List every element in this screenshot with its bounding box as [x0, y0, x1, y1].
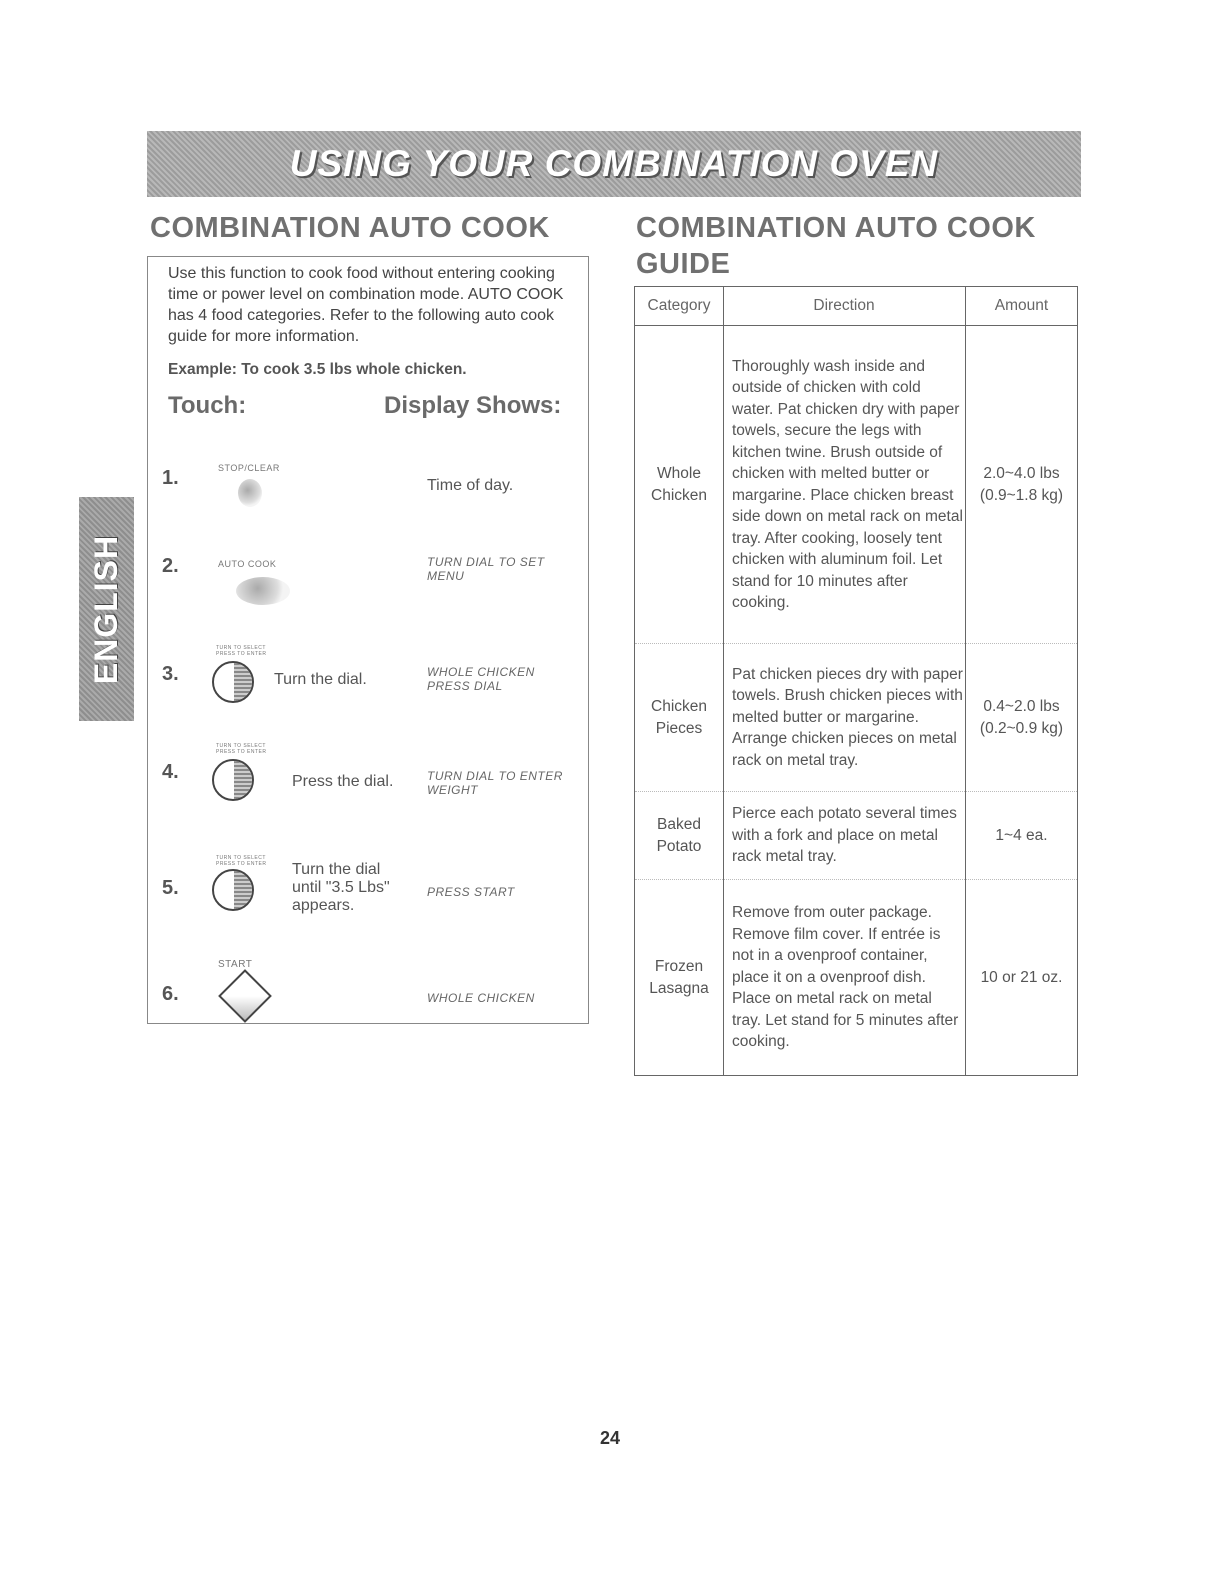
table-row	[635, 644, 1078, 792]
step-4	[162, 743, 582, 813]
amount-cell: 0.4~2.0 lbs (0.2~0.9 kg)	[966, 644, 1078, 792]
page-number: 24	[600, 1428, 621, 1448]
category-cell: Baked Potato	[635, 792, 724, 880]
dial-icon	[212, 759, 254, 801]
banner-title: USING YOUR COMBINATION OVEN	[289, 143, 939, 184]
column-header-category: Category	[635, 287, 724, 326]
table-row	[635, 880, 1078, 1076]
step-number: 5.	[162, 877, 179, 899]
section-heading-auto-cook: COMBINATION AUTO COOK	[150, 212, 550, 244]
step-number: 6.	[162, 983, 179, 1005]
step-number: 2.	[162, 555, 179, 577]
display-lcd-text: TURN DIAL TO ENTER WEIGHT	[427, 769, 563, 797]
language-tab	[79, 497, 134, 721]
step-3	[162, 645, 582, 715]
page-banner	[147, 131, 1081, 197]
table-header-row	[635, 287, 1078, 326]
example-text: Example: To cook 3.5 lbs whole chicken.	[168, 361, 467, 378]
dial-icon	[212, 869, 254, 911]
amount-cell: 2.0~4.0 lbs (0.9~1.8 kg)	[966, 326, 1078, 644]
auto-cook-key-icon	[236, 577, 290, 605]
start-key-icon	[218, 969, 272, 1023]
stop-clear-key-label: STOP/CLEAR	[218, 463, 280, 473]
instructions-box	[147, 256, 589, 1024]
auto-cook-guide-table	[634, 286, 1078, 1076]
display-lcd-text: PRESS START	[427, 885, 515, 899]
step-5	[162, 855, 582, 935]
category-cell: Whole Chicken	[635, 326, 724, 644]
step-number: 1.	[162, 467, 179, 489]
dial-icon	[212, 661, 254, 703]
step-6	[162, 955, 582, 1021]
display-text: Time of day.	[427, 477, 514, 494]
table-row	[635, 792, 1078, 880]
start-key-label: START	[218, 959, 253, 970]
dial-key-label: TURN TO SELECT PRESS TO ENTER	[216, 645, 267, 657]
display-lcd-text: WHOLE CHICKEN	[427, 991, 535, 1005]
table-row	[635, 326, 1078, 644]
step-number: 4.	[162, 761, 179, 783]
section-heading-guide: COMBINATION AUTO COOK GUIDE	[636, 212, 1036, 280]
dial-key-label: TURN TO SELECT PRESS TO ENTER	[216, 855, 267, 867]
step-number: 3.	[162, 663, 179, 685]
stop-clear-key-icon	[238, 479, 262, 507]
direction-cell: Pat chicken pieces dry with paper towels. Brush chicken pieces with melted butter or margarine. Arrange chicken pieces on metal rack on metal tray.	[724, 644, 966, 792]
display-heading: Display Shows:	[384, 392, 562, 419]
action-text: Turn the dial until "3.5 Lbs" appears.	[292, 861, 390, 914]
column-header-direction: Direction	[724, 287, 966, 326]
direction-cell: Remove from outer package. Remove film cover. If entrée is not in a ovenproof container, place it on a ovenproof dish. Place on metal rack on metal tray. Let stand for 5 minutes after cooking.	[724, 880, 966, 1076]
category-cell: Frozen Lasagna	[635, 880, 724, 1076]
step-1	[162, 459, 582, 519]
amount-cell: 1~4 ea.	[966, 792, 1078, 880]
display-lcd-text: TURN DIAL TO SET MENU	[427, 555, 545, 583]
auto-cook-key-label: AUTO COOK	[218, 559, 277, 569]
touch-heading: Touch:	[168, 392, 247, 419]
step-2	[162, 549, 582, 619]
action-text: Turn the dial.	[274, 671, 367, 688]
column-header-amount: Amount	[966, 287, 1078, 326]
action-text: Press the dial.	[292, 773, 394, 790]
dial-key-label: TURN TO SELECT PRESS TO ENTER	[216, 743, 267, 755]
display-lcd-text: WHOLE CHICKEN PRESS DIAL	[427, 665, 535, 693]
amount-cell: 10 or 21 oz.	[966, 880, 1078, 1076]
category-cell: Chicken Pieces	[635, 644, 724, 792]
direction-cell: Pierce each potato several times with a fork and place on metal rack metal tray.	[724, 792, 966, 880]
direction-cell: Thoroughly wash inside and outside of chicken with cold water. Pat chicken dry with paper towels, secure the legs with kitchen twine. Brush outside of chicken with melted butter or margarine. Place chicken breast side down on metal rack on metal tray. After cooking, loosely tent chicken with aluminum foil. Let stand for 10 minutes after cooking.	[724, 326, 966, 644]
language-tab-label: ENGLISH	[88, 534, 125, 684]
intro-text: Use this function to cook food without entering cooking time or power level on combination mode. AUTO COOK has 4 food categories. Refer to the following auto cook guide for more information.	[168, 265, 564, 345]
